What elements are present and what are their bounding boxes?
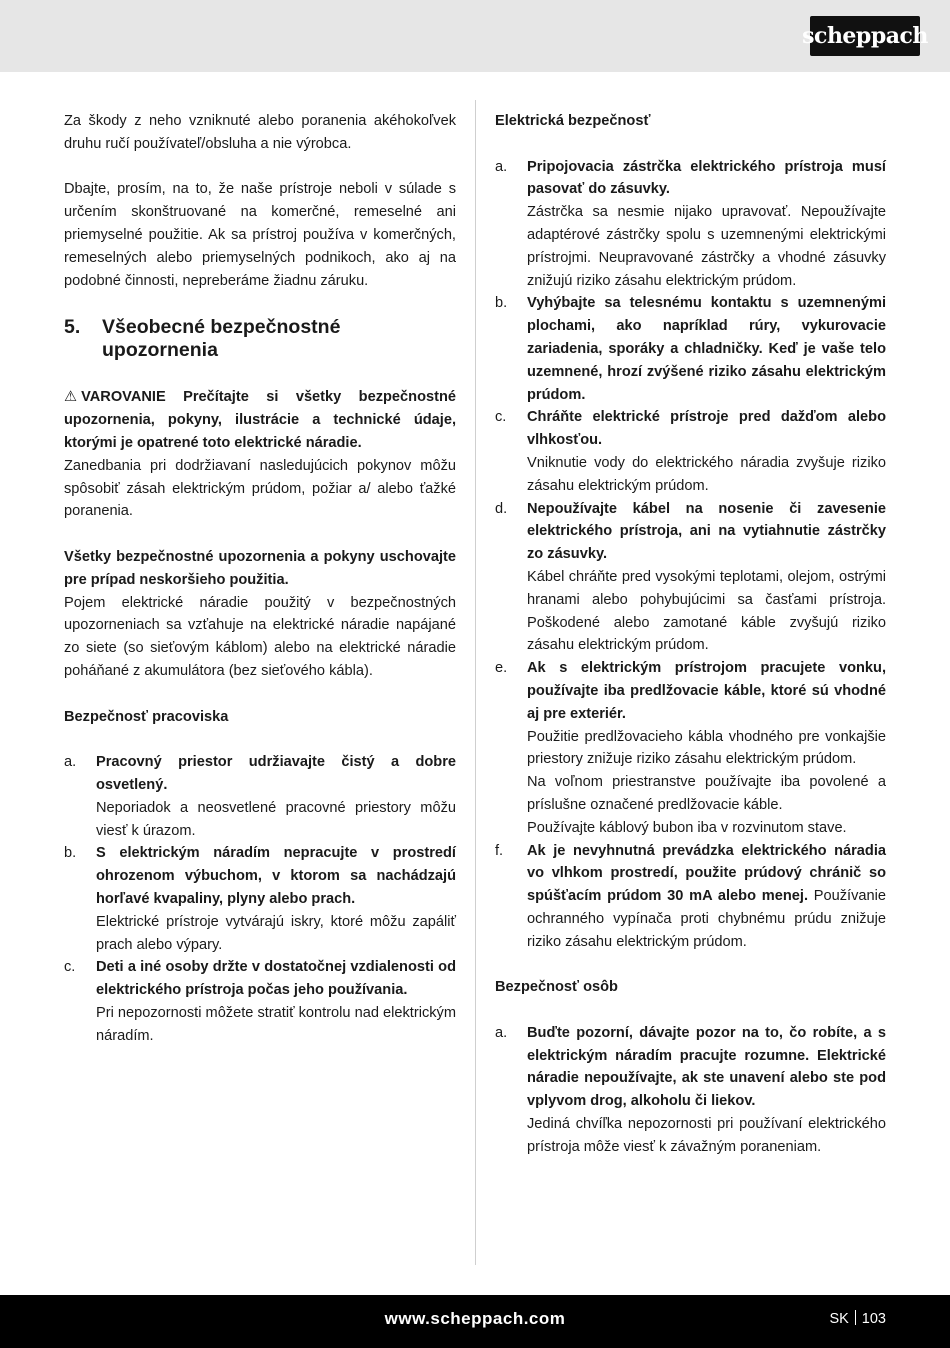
right-column bbox=[495, 110, 886, 1159]
warning-block bbox=[64, 386, 456, 523]
list-item bbox=[495, 498, 886, 658]
page-indicator bbox=[829, 1310, 886, 1327]
list-label: d. bbox=[495, 500, 508, 517]
list-label: b. bbox=[495, 295, 508, 312]
website-link[interactable]: www.scheppach.com bbox=[384, 1309, 566, 1328]
keep-bold: Všetky bezpečnostné upozornenia a pokyny uschovajte pre prípad neskoršieho použitia. bbox=[64, 548, 456, 588]
item-text: Vniknutie vody do elektrického náradia zvyšuje riziko zásahu elektrickým prúdom. bbox=[527, 454, 886, 494]
item-bold: Ak s elektrickým prístrojom pracujete vonku, používajte iba predlžovacie káble, ktoré sú vhodné aj pre exteriér. bbox=[527, 660, 886, 722]
list-item bbox=[495, 1022, 886, 1159]
list-item bbox=[64, 751, 456, 842]
intended-use-paragraph: Dbajte, prosím, na to, že naše prístroje neboli v súlade s určením skonštruované na komerčné, remeselné ani priemyselné použitie. Ak sa prístroj používa v komerčných, remeselných alebo priemyselných podnikoch, ako aj na podobné činnosti, nepreberáme žiadnu záruku. bbox=[64, 181, 456, 289]
liability-paragraph: Za škody z neho vzniknuté alebo poranenia akéhokoľvek druhu ručí používateľ/obsluha a nie výrobca. bbox=[64, 113, 456, 152]
warning-text: Zanedbania pri dodržiavaní nasledujúcich pokynov môžu spôsobiť zásah elektrickým prúdom, požiar a/ alebo ťažké poranenia. bbox=[64, 457, 456, 520]
warning-bold: VAROVANIE Prečítajte si všetky bezpečnostné upozornenia, pokyny, ilustrácie a technické údaje, ktorými je opatrené toto elektrické náradie. bbox=[64, 389, 456, 451]
section-title: Všeobecné bezpečnostné upozornenia bbox=[102, 316, 341, 362]
list-label: e. bbox=[495, 660, 508, 677]
item-bold: Pripojovacia zástrčka elektrického prístroja musí pasovať do zásuvky. bbox=[527, 158, 886, 198]
item-text: Pri nepozornosti môžete stratiť kontrolu nad elektrickým náradím. bbox=[96, 1004, 456, 1044]
list-label: a. bbox=[64, 754, 77, 771]
left-column bbox=[64, 110, 456, 1047]
list-label: c. bbox=[495, 409, 507, 426]
list-item bbox=[64, 956, 456, 1047]
scheppach-logo: scheppach bbox=[810, 16, 920, 56]
workplace-heading: Bezpečnosť pracoviska bbox=[64, 708, 229, 725]
list-label: a. bbox=[495, 158, 508, 175]
warning-triangle-icon: ⚠ bbox=[64, 389, 78, 406]
item-bold: Ak je nevyhnutná prevádzka elektrického náradia vo vlhkom prostredí, použite prúdový chránič so spúšťacím prúdom 30 mA alebo menej. bbox=[527, 842, 886, 905]
electrical-heading: Elektrická bezpečnosť bbox=[495, 113, 651, 129]
item-bold: Nepoužívajte kábel na nosenie či zavesenie elektrického prístroja, ani na vytiahnutie zástrčky zo zásuvky. bbox=[527, 500, 886, 563]
list-item bbox=[495, 406, 886, 497]
item-text: Kábel chráňte pred vysokými teplotami, olejom, ostrými hranami alebo pohybujúcimi sa časťami prístroja. Poškodené alebo zamotané káble zvyšujú riziko zásahu elektrickým prúdom. bbox=[527, 568, 886, 654]
item-text: Jediná chvíľka nepozornosti pri používaní elektrického prístroja môže viesť k závažným poraneniam. bbox=[527, 1116, 886, 1155]
item-bold: Deti a iné osoby držte v dostatočnej vzdialenosti od elektrického prístroja počas jeho používania. bbox=[96, 959, 456, 999]
item-text: Elektrické prístroje vytvárajú iskry, ktoré môžu zapáliť prach alebo výpary. bbox=[96, 913, 456, 953]
column-divider bbox=[475, 100, 476, 1265]
item-text: Neporiadok a neosvetlené pracovné priestory môžu viesť k úrazom. bbox=[96, 799, 456, 839]
list-item bbox=[495, 840, 886, 954]
section-heading bbox=[64, 316, 456, 362]
list-item bbox=[495, 156, 886, 293]
footer-bar bbox=[0, 1295, 950, 1348]
section-number: 5. bbox=[64, 316, 81, 339]
item-bold: S elektrickým náradím nepracujte v prostredí ohrozenom výbuchom, v ktorom sa nachádzajú horľavé kvapaliny, plyny alebo prach. bbox=[96, 845, 456, 907]
item-text: Používajte káblový bubon iba v rozvinutom stave. bbox=[527, 819, 847, 836]
persons-heading: Bezpečnosť osôb bbox=[495, 979, 618, 996]
item-bold: Pracovný priestor udržiavajte čistý a dobre osvetlený. bbox=[96, 754, 456, 793]
page-number: 103 bbox=[861, 1311, 886, 1327]
item-bold: Buďte pozorní, dávajte pozor na to, čo robíte, a s elektrickým náradím pracujte rozumne. Elektrické náradie nepoužívajte, ak ste unavení alebo ste pod vplyvom drog, alkoholu či liekov. bbox=[527, 1024, 886, 1110]
list-item bbox=[64, 842, 456, 956]
item-text: Používanie ochranného vypínača proti chybnému prúdu znižuje riziko zásahu elektrickým prúdom. bbox=[527, 888, 886, 950]
list-item bbox=[495, 657, 886, 839]
header-bar bbox=[0, 0, 950, 72]
item-text: Použitie predlžovacieho kábla vhodného pre vonkajšie priestory znižuje riziko zásahu elektrickým prúdom. bbox=[527, 728, 886, 768]
item-bold: Chráňte elektrické prístroje pred dažďom alebo vlhkosťou. bbox=[527, 409, 886, 449]
list-item bbox=[495, 292, 886, 406]
list-label: a. bbox=[495, 1024, 508, 1041]
item-bold: Vyhýbajte sa telesnému kontaktu s uzemnenými plochami, ako napríklad rúry, vykurovacie zariadenia, sporáky a chladničky. Keď je vaše telo uzemnené, hrozí zvýšené riziko zásahu elektrickým prúdom. bbox=[527, 295, 886, 403]
item-text: Zástrčka sa nesmie nijako upravovať. Nepoužívajte adaptérové zástrčky spolu s uzemnenými elektrickými prístrojmi. Neupravované zástrčky a vhodné zásuvky znižujú riziko zásahu elektrickým prúdom. bbox=[527, 204, 886, 289]
keep-text: Pojem elektrické náradie použitý v bezpečnostných upozorneniach sa vzťahuje na elektrické náradie napájané zo siete (so sieťovým káblom) alebo na elektrické náradie poháňané z akumulátora (bez sieťového kábla). bbox=[64, 594, 456, 679]
list-label: c. bbox=[64, 959, 76, 976]
page-separator bbox=[855, 1310, 856, 1325]
keep-instructions-block bbox=[64, 546, 456, 683]
item-text: Na voľnom priestranstve používajte iba povolené a príslušne označené predlžovacie káble. bbox=[527, 774, 886, 813]
list-label: b. bbox=[64, 845, 77, 862]
language-code: SK bbox=[829, 1311, 849, 1327]
list-label: f. bbox=[495, 842, 504, 859]
